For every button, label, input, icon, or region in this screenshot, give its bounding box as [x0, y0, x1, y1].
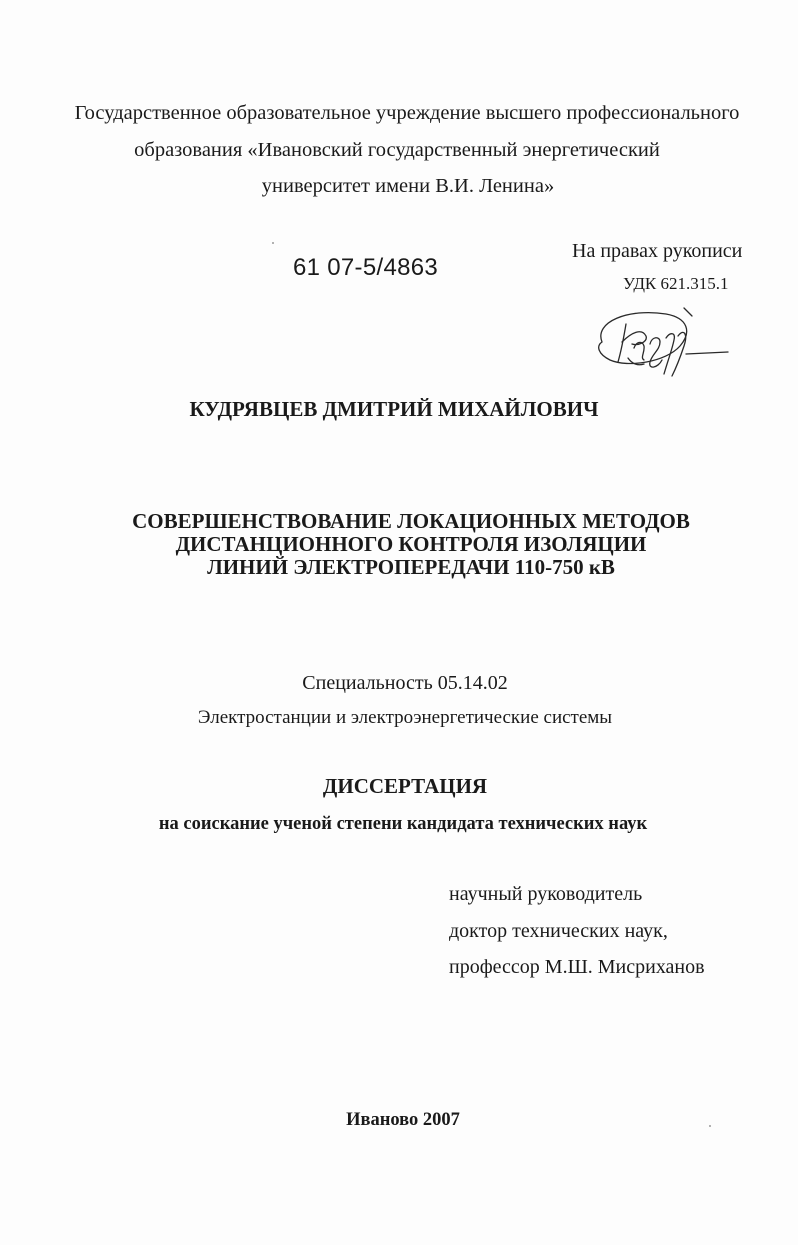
scan-speck [272, 242, 274, 244]
title-line-2: ДИСТАНЦИОННОГО КОНТРОЛЯ ИЗОЛЯЦИИ [175, 532, 647, 556]
work-type-heading: ДИССЕРТАЦИЯ [322, 774, 488, 798]
author-name: КУДРЯВЦЕВ ДМИТРИЙ МИХАЙЛОВИЧ [189, 397, 599, 421]
place-year: Иваново 2007 [346, 1110, 460, 1130]
degree-line: на соискание ученой степени кандидата технических наук [158, 814, 648, 834]
specialty-code: Специальность 05.14.02 [302, 672, 508, 694]
institution-line-2: образования «Ивановский государственный энергетический [134, 139, 660, 161]
institution-line-1: Государственное образовательное учреждение высшего профессионального [74, 102, 740, 124]
archive-code-stamp: 61 07-5/4863 [293, 254, 439, 281]
signature-icon [588, 302, 738, 382]
manuscript-rights: На правах рукописи [572, 240, 743, 262]
institution-line-3: университет имени В.И. Ленина» [261, 175, 555, 197]
specialty-name: Электростанции и электроэнергетические системы [197, 707, 613, 728]
advisor-degree: доктор технических наук, [449, 920, 668, 942]
scan-speck [709, 1125, 711, 1127]
advisor-role: научный руководитель [449, 883, 643, 905]
udc-code: УДК 621.315.1 [623, 274, 729, 293]
advisor-name: профессор М.Ш. Мисриханов [449, 956, 705, 978]
title-line-1: СОВЕРШЕНСТВОВАНИЕ ЛОКАЦИОННЫХ МЕТОДОВ [132, 509, 690, 533]
title-line-3: ЛИНИЙ ЭЛЕКТРОПЕРЕДАЧИ 110-750 кВ [207, 555, 615, 579]
